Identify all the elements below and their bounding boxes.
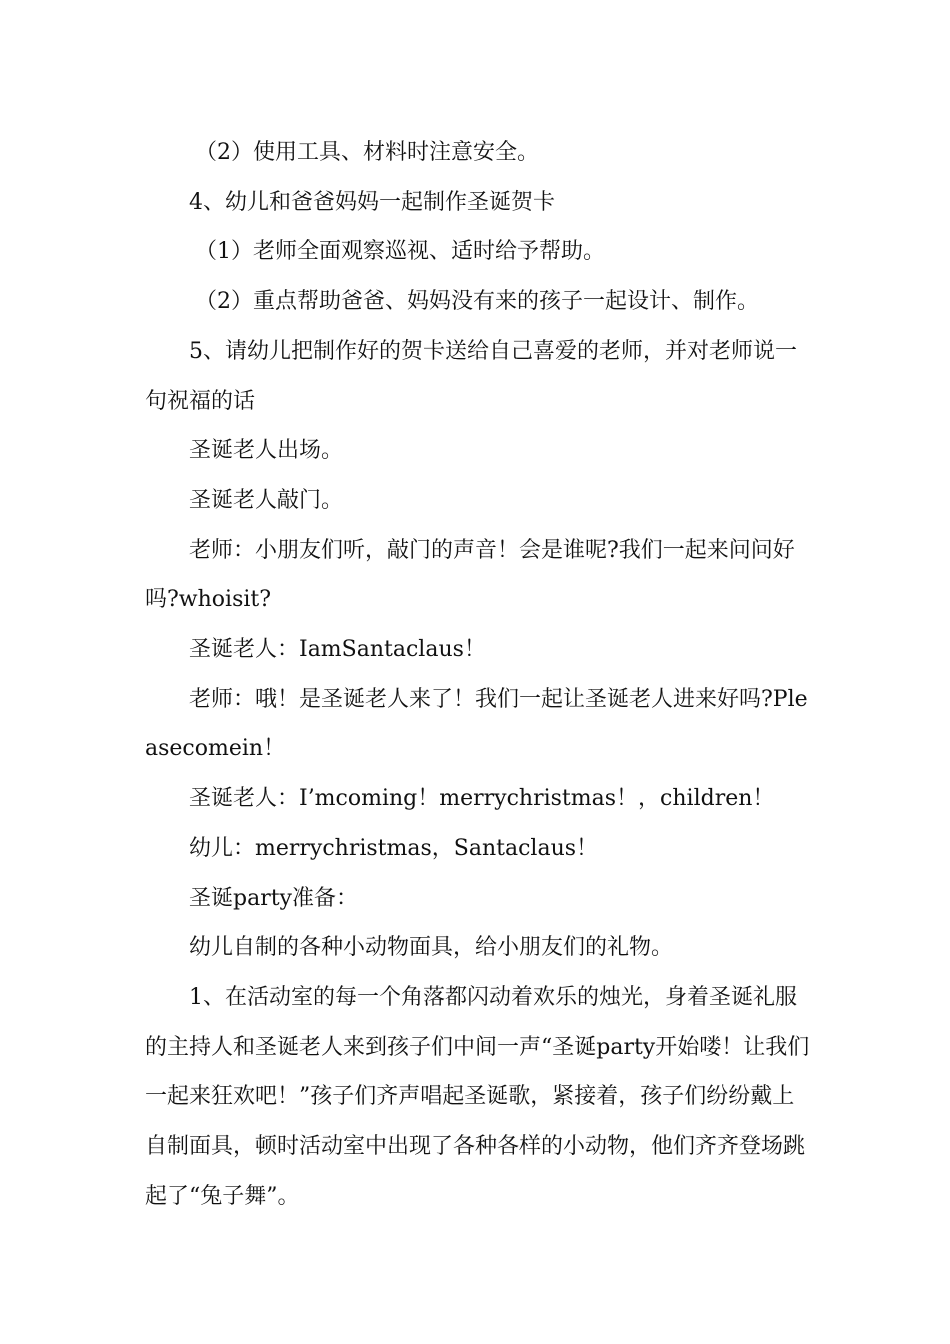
paragraph-step-4-2: （2）重点帮助爸爸、妈妈没有来的孩子一起设计、制作。 <box>195 289 759 315</box>
paragraph-step-4-1: （1）老师全面观察巡视、适时给予帮助。 <box>195 239 605 265</box>
paragraph-masks-gifts: 幼儿自制的各种小动物面具，给小朋友们的礼物。 <box>189 935 674 961</box>
paragraph-santa-merry: 圣诞老人：I’mcoming！merrychristmas！，children！ <box>189 786 775 812</box>
paragraph-party-prep: 圣诞party准备： <box>189 885 358 911</box>
paragraph-santa-enters: 圣诞老人出场。 <box>189 438 344 464</box>
document-body <box>145 128 810 1221</box>
paragraph-children-merry: 幼儿：merrychristmas，Santaclaus！ <box>189 835 599 861</box>
paragraph-teacher-who: 老师：小朋友们听，敲门的声音！会是谁呢?我们一起来问问好吗?whoisit? <box>145 537 795 613</box>
paragraph-step-4: 4、幼儿和爸爸妈妈一起制作圣诞贺卡 <box>189 189 555 215</box>
paragraph-party-step-1: 1、在活动室的每一个角落都闪动着欢乐的烛光，身着圣诞礼服的主持人和圣诞老人来到孩子们中间一声“圣诞party开始喽！让我们一起来狂欢吧！”孩子们齐声唱起圣诞歌，紧接着，孩子们纷纷戴上自制面具，顿时活动室中出现了各种各样的小动物，他们齐齐登场跳起了“兔子舞”。 <box>145 984 810 1209</box>
paragraph-santa-reply: 圣诞老人：IamSantaclaus！ <box>189 637 486 663</box>
paragraph-step-5: 5、请幼儿把制作好的贺卡送给自己喜爱的老师，并对老师说一句祝福的话 <box>145 338 797 414</box>
paragraph-santa-knocks: 圣诞老人敲门。 <box>189 487 344 513</box>
paragraph-safety-note: （2）使用工具、材料时注意安全。 <box>195 140 539 165</box>
paragraph-teacher-come-in: 老师：哦！是圣诞老人来了！我们一起让圣诞老人进来好吗?Pleasecomein！ <box>145 686 808 762</box>
